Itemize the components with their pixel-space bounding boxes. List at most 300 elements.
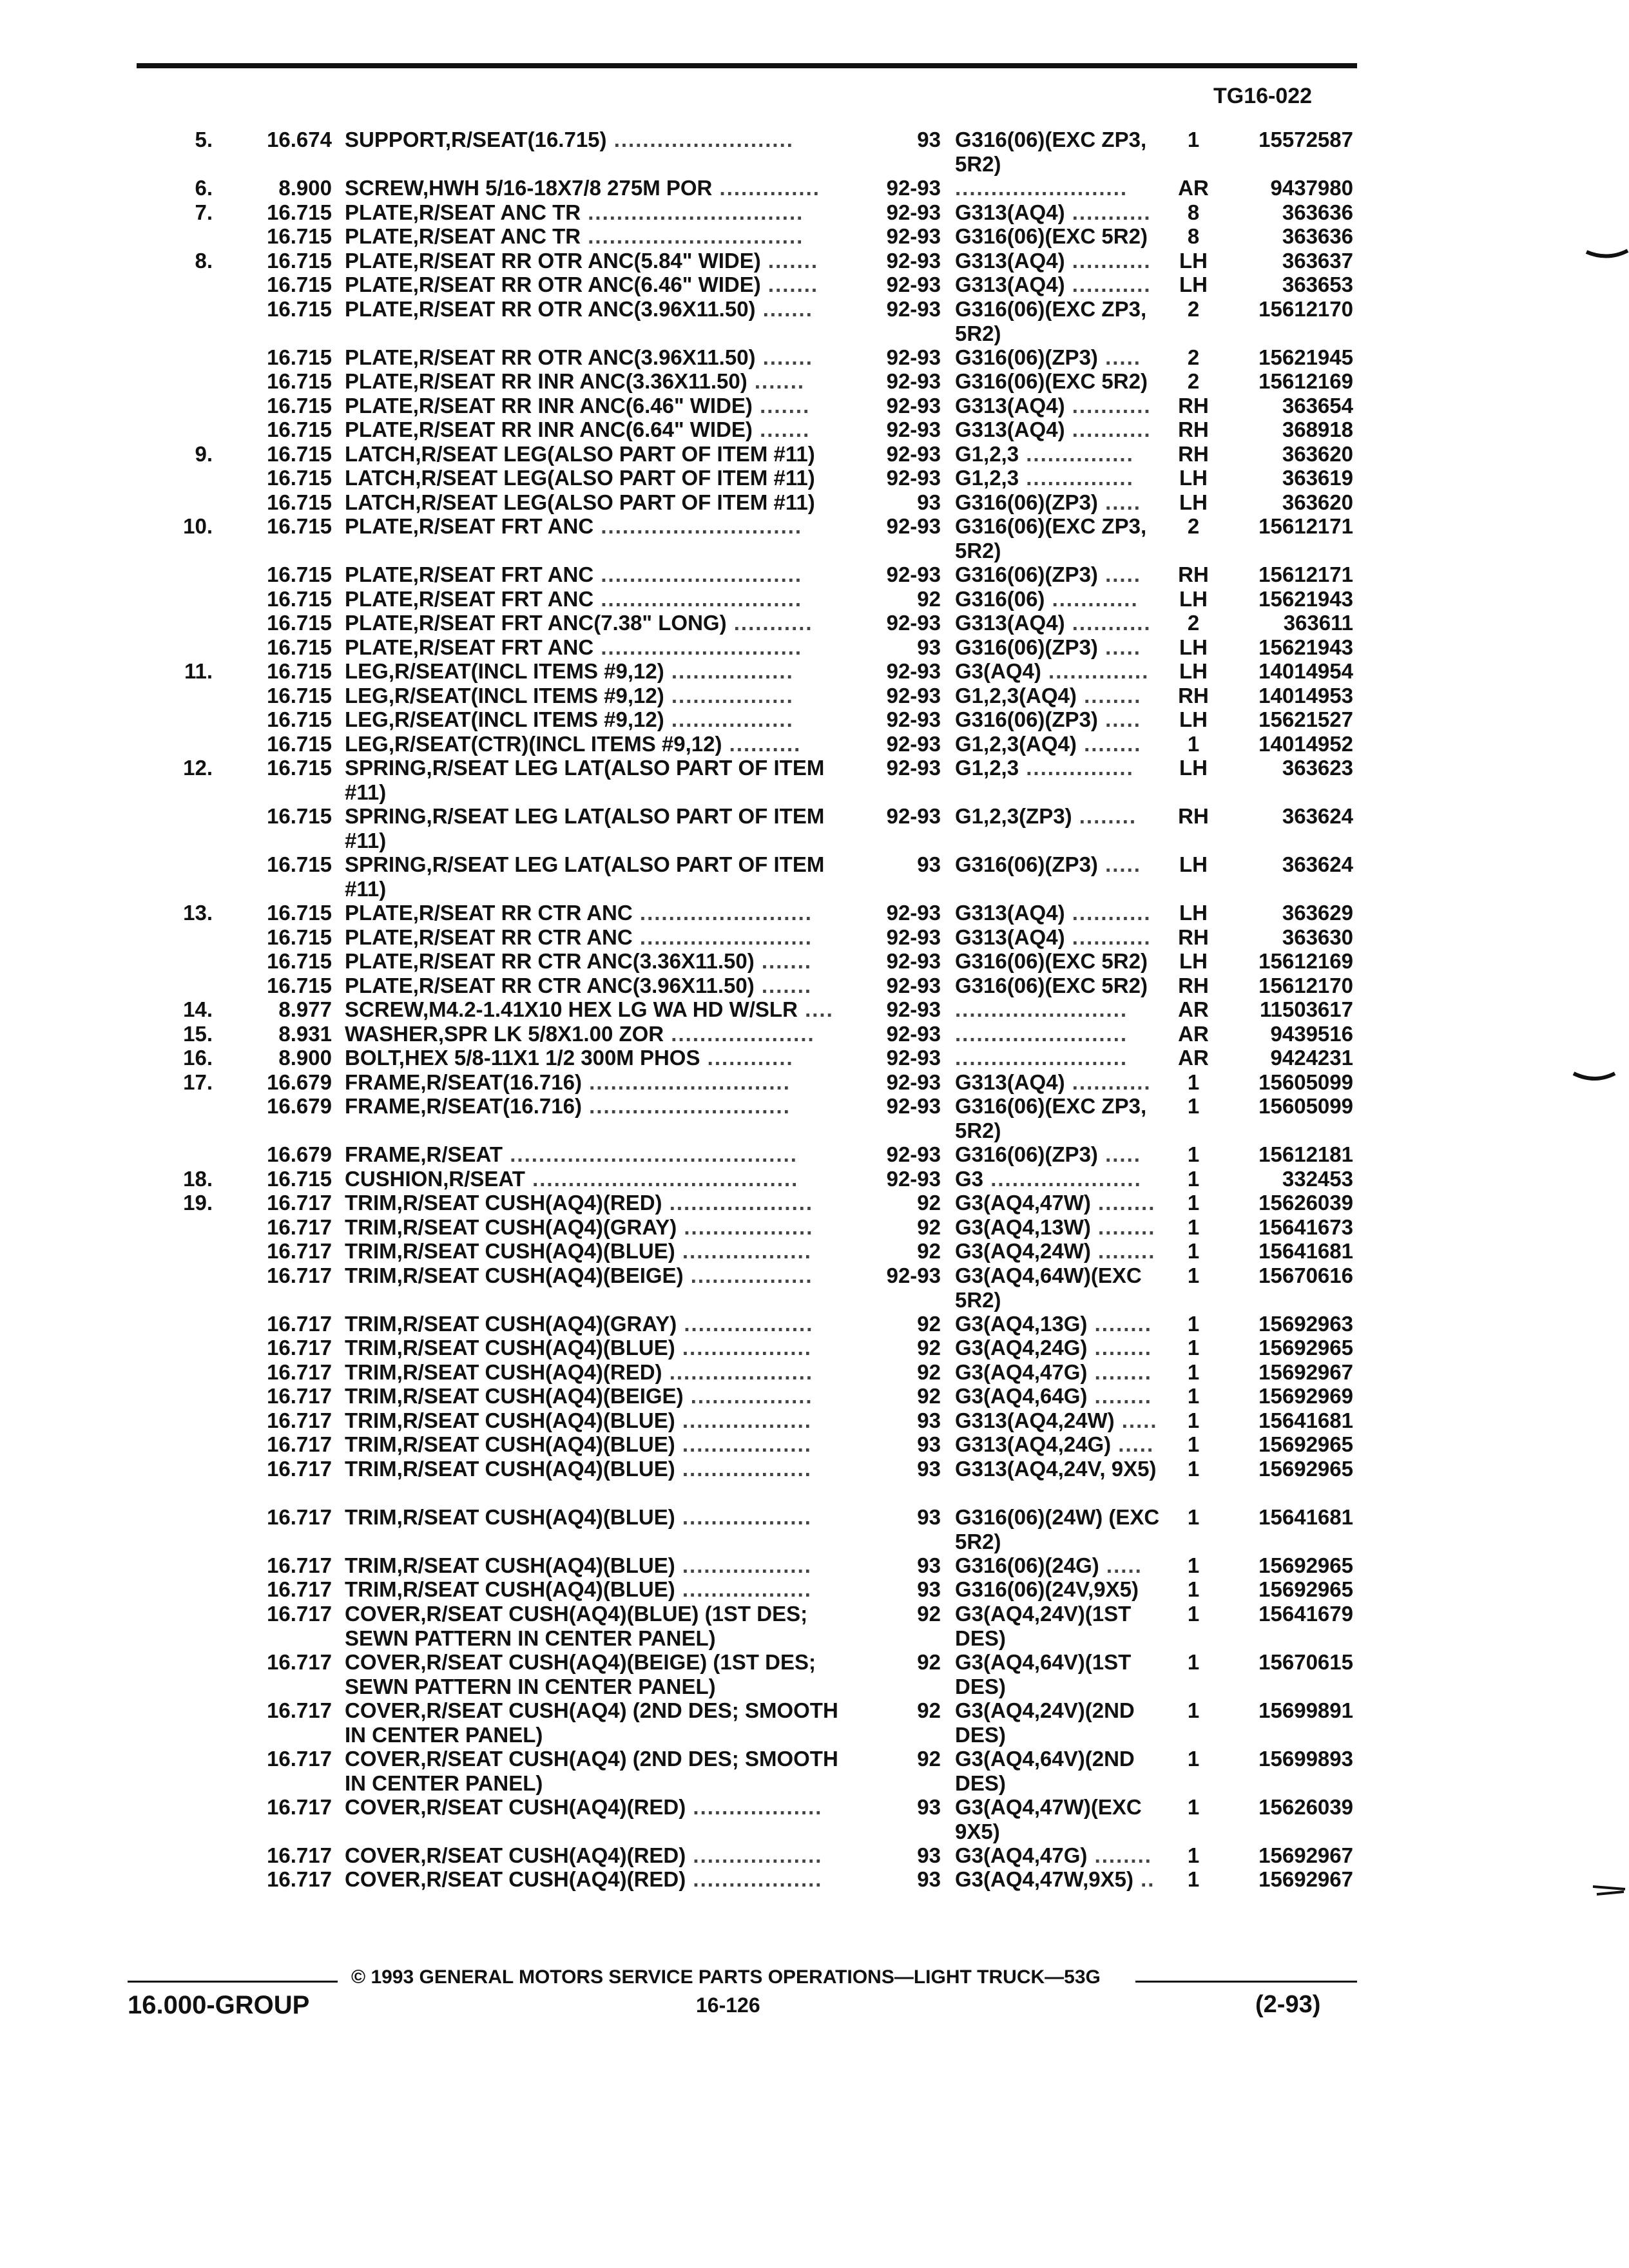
part-name: LEG xyxy=(345,731,389,756)
table-row xyxy=(0,1215,1629,1240)
part-detail: ,R/SEAT CUSH(AQ4)(RED) xyxy=(420,1843,686,1867)
part-description xyxy=(345,249,860,273)
table-row xyxy=(0,273,1629,297)
part-number: 15692967 xyxy=(1258,1867,1353,1891)
part-description xyxy=(345,974,860,998)
dot-leader: .............. xyxy=(712,176,820,200)
model-application xyxy=(955,514,1168,563)
part-number: 11503617 xyxy=(1259,997,1353,1021)
table-row xyxy=(0,418,1629,442)
quantity: 1 xyxy=(1187,1553,1200,1577)
dot-leader: .................. xyxy=(675,1408,812,1432)
dot-leader: ........... xyxy=(1065,393,1152,418)
quantity: LH xyxy=(1179,248,1208,273)
part-name: PLATE xyxy=(345,949,413,973)
dot-leader: ............ xyxy=(1045,586,1139,611)
part-name: TRIM xyxy=(345,1336,397,1360)
part-detail: ,HEX 5/8-11X1 1/2 300M PHOS xyxy=(398,1046,700,1070)
model-application xyxy=(955,1094,1168,1143)
quantity: RH xyxy=(1178,683,1209,707)
part-number: 9424231 xyxy=(1270,1046,1353,1070)
part-number: 15692965 xyxy=(1258,1577,1353,1601)
model-text: G3(AQ4,64V)(2ND DES) xyxy=(955,1746,1135,1795)
quantity: AR xyxy=(1178,1046,1209,1070)
parts-list xyxy=(0,128,1629,1892)
footer-copyright: © 1993 GENERAL MOTORS SERVICE PARTS OPERATIONS—LIGHT TRUCK—53G xyxy=(351,1966,1101,1988)
model-application xyxy=(955,1843,1168,1868)
item-number: 11. xyxy=(184,659,213,683)
group-number: 16.715 xyxy=(267,369,332,393)
part-description xyxy=(345,756,860,805)
model-text: G316(06)(EXC ZP3, 5R2) xyxy=(955,296,1147,345)
dot-leader: .................. xyxy=(675,1456,812,1481)
model-text: G1,2,3 xyxy=(955,466,1019,490)
model-year: 92-93 xyxy=(886,804,941,828)
part-description xyxy=(345,1843,860,1868)
table-row xyxy=(0,1505,1629,1553)
quantity: 2 xyxy=(1187,611,1200,635)
part-description xyxy=(345,1698,860,1747)
item-number: 10. xyxy=(183,514,213,538)
item-number: 16. xyxy=(183,1046,213,1070)
part-name: CUSHION xyxy=(345,1166,443,1191)
quantity: 1 xyxy=(1187,1094,1200,1118)
part-name: PLATE xyxy=(345,369,413,393)
model-year: 92-93 xyxy=(886,200,941,224)
model-text: G316(06)(24V,9X5) xyxy=(955,1577,1139,1601)
dot-leader: ........... xyxy=(1065,611,1152,635)
dot-leader: ..... xyxy=(1097,345,1141,369)
group-number: 16.715 xyxy=(267,248,332,273)
dot-leader: ........ xyxy=(1072,804,1137,828)
part-detail: ,R/SEAT(INCL ITEMS #9,12) xyxy=(388,707,664,731)
dot-leader: .. xyxy=(1133,1867,1155,1891)
part-name: PLATE xyxy=(345,393,413,418)
part-name: PLATE xyxy=(345,200,413,224)
dot-leader: .................... xyxy=(662,1191,814,1215)
part-detail: ,R/SEAT RR CTR ANC xyxy=(412,901,633,925)
part-number: 15612171 xyxy=(1258,514,1353,538)
part-number: 363629 xyxy=(1282,901,1353,925)
model-application xyxy=(955,273,1168,297)
part-name: COVER xyxy=(345,1698,421,1722)
part-number: 15612170 xyxy=(1258,973,1353,997)
quantity: 1 xyxy=(1187,731,1200,756)
part-number: 15692963 xyxy=(1258,1311,1353,1336)
model-text: G316(06)(EXC 5R2) xyxy=(955,949,1148,973)
model-application xyxy=(955,1312,1168,1336)
quantity: 1 xyxy=(1187,1794,1200,1819)
table-row xyxy=(0,1264,1629,1312)
model-text: G313(AQ4) xyxy=(955,418,1065,441)
table-row xyxy=(0,611,1629,635)
table-row xyxy=(0,1577,1629,1602)
model-year: 92-93 xyxy=(886,224,941,248)
model-text: G313(AQ4) xyxy=(955,901,1065,925)
group-number: 16.715 xyxy=(267,514,332,538)
quantity: 1 xyxy=(1187,1263,1200,1287)
part-description xyxy=(345,925,860,950)
group-number: 16.715 xyxy=(267,949,332,973)
quantity: AR xyxy=(1178,1021,1209,1046)
quantity: 1 xyxy=(1187,1649,1200,1674)
quantity: 1 xyxy=(1187,128,1200,151)
part-detail: ,R/SEAT RR OTR ANC(3.96X11.50) xyxy=(412,296,756,321)
part-description xyxy=(345,562,860,587)
dot-leader: ....... xyxy=(754,973,813,997)
quantity: 1 xyxy=(1187,1698,1200,1722)
dot-leader: ........... xyxy=(1065,925,1152,949)
model-year: 93 xyxy=(917,1456,941,1481)
quantity: 1 xyxy=(1187,1432,1200,1456)
model-application xyxy=(955,1167,1168,1191)
table-row xyxy=(0,297,1629,345)
part-name: PLATE xyxy=(345,611,413,635)
group-number: 16.715 xyxy=(267,418,332,441)
dot-leader: .................... xyxy=(664,1021,815,1046)
dot-leader: ............................ xyxy=(581,1070,791,1094)
dot-leader: ........................ xyxy=(955,997,1128,1021)
quantity: 1 xyxy=(1187,1360,1200,1384)
model-text: G316(06)(EXC 5R2) xyxy=(955,224,1148,248)
model-year: 93 xyxy=(917,1504,941,1529)
group-number: 16.679 xyxy=(267,1070,332,1094)
dot-leader: ........................ xyxy=(955,1046,1128,1070)
dot-leader: .................. xyxy=(675,1553,812,1577)
model-text: G3(AQ4) xyxy=(955,659,1041,683)
table-row xyxy=(0,1602,1629,1650)
dot-leader: ........ xyxy=(1076,683,1142,707)
model-year: 93 xyxy=(917,1432,941,1456)
model-year: 92-93 xyxy=(886,296,941,321)
part-name: SUPPORT xyxy=(345,128,445,151)
quantity: LH xyxy=(1179,659,1208,683)
dot-leader: .......... xyxy=(722,731,802,756)
model-application xyxy=(955,249,1168,273)
group-number: 16.715 xyxy=(267,707,332,731)
model-year: 92-93 xyxy=(886,514,941,538)
part-detail: ,R/SEAT CUSH(AQ4)(BLUE) xyxy=(396,1408,675,1432)
model-text: G3(AQ4,64G) xyxy=(955,1384,1088,1408)
quantity: RH xyxy=(1178,441,1209,466)
part-number: 15641673 xyxy=(1258,1215,1353,1239)
dot-leader: ....... xyxy=(755,296,813,321)
part-description xyxy=(345,852,860,901)
group-number: 8.977 xyxy=(278,997,332,1021)
part-description xyxy=(345,1070,860,1095)
group-number: 16.715 xyxy=(267,756,332,780)
part-detail: ,R/SEAT xyxy=(420,1142,503,1166)
model-year: 92 xyxy=(917,1360,941,1384)
dot-leader: ..... xyxy=(1097,562,1141,586)
group-number: 16.715 xyxy=(267,562,332,586)
part-number: 15670616 xyxy=(1258,1263,1353,1287)
model-application xyxy=(955,804,1168,829)
model-text: G313(AQ4) xyxy=(955,248,1065,273)
table-row xyxy=(0,997,1629,1022)
part-detail: ,R/SEAT xyxy=(443,1166,525,1191)
model-text: G3(AQ4,47W,9X5) xyxy=(955,1867,1133,1891)
group-number: 16.717 xyxy=(267,1432,332,1456)
group-number: 16.715 xyxy=(267,683,332,707)
part-number: 15621527 xyxy=(1258,707,1353,731)
part-number: 15699893 xyxy=(1258,1746,1353,1771)
part-description xyxy=(345,1747,860,1796)
part-detail: ,R/SEAT CUSH(AQ4)(BEIGE) (1ST DES; SEWN PATTERN IN CENTER PANEL) xyxy=(345,1649,816,1698)
group-number: 16.717 xyxy=(267,1336,332,1360)
table-row xyxy=(0,200,1629,225)
dot-leader: .................. xyxy=(686,1794,823,1819)
model-application xyxy=(955,587,1168,611)
part-detail: ,R/SEAT CUSH(AQ4) (2ND DES; SMOOTH IN CENTER PANEL) xyxy=(345,1698,838,1747)
quantity: RH xyxy=(1178,418,1209,441)
model-application xyxy=(955,1577,1168,1602)
part-description xyxy=(345,1167,860,1191)
part-number: 15692967 xyxy=(1258,1360,1353,1384)
model-year: 93 xyxy=(917,635,941,659)
model-text: G316(06)(24G) xyxy=(955,1553,1099,1577)
model-year: 92-93 xyxy=(886,1142,941,1166)
item-number: 19. xyxy=(183,1191,213,1215)
dot-leader: ................. xyxy=(664,707,794,731)
part-name: TRIM xyxy=(345,1504,397,1529)
part-name: PLATE xyxy=(345,224,413,248)
dot-leader: ..... xyxy=(1097,490,1141,514)
part-name: TRIM xyxy=(345,1311,397,1336)
part-description xyxy=(345,659,860,684)
dot-leader: ........ xyxy=(1087,1843,1152,1867)
part-name: BOLT xyxy=(345,1046,399,1070)
part-detail: ,R/SEAT RR INR ANC(6.46" WIDE) xyxy=(412,393,753,418)
part-number: 15621945 xyxy=(1258,345,1353,369)
part-number: 14014953 xyxy=(1258,683,1353,707)
dot-leader: ............... xyxy=(1019,756,1134,780)
group-number: 16.717 xyxy=(267,1504,332,1529)
quantity: AR xyxy=(1178,997,1209,1021)
dot-leader: .............................. xyxy=(581,200,804,224)
quantity: LH xyxy=(1179,901,1208,925)
table-row xyxy=(0,1142,1629,1167)
model-application xyxy=(955,466,1168,490)
table-row xyxy=(0,1191,1629,1215)
part-detail: ,R/SEAT(INCL ITEMS #9,12) xyxy=(388,683,664,707)
model-application xyxy=(955,1046,1168,1070)
part-description xyxy=(345,684,860,708)
model-application xyxy=(955,611,1168,635)
part-name: LEG xyxy=(345,707,389,731)
item-number: 17. xyxy=(183,1070,213,1094)
part-number: 15699891 xyxy=(1258,1698,1353,1722)
table-row xyxy=(0,128,1629,176)
model-application xyxy=(955,635,1168,660)
part-number: 15626039 xyxy=(1258,1191,1353,1215)
quantity: RH xyxy=(1178,393,1209,418)
part-number: 363611 xyxy=(1283,611,1353,635)
quantity: RH xyxy=(1178,925,1209,949)
part-name: TRIM xyxy=(345,1577,397,1601)
table-row xyxy=(0,466,1629,490)
part-number: 15621943 xyxy=(1258,586,1353,611)
model-year: 92-93 xyxy=(886,273,941,296)
part-name: TRIM xyxy=(345,1456,397,1481)
part-number: 363620 xyxy=(1282,490,1353,514)
group-number: 16.715 xyxy=(267,731,332,756)
quantity: 1 xyxy=(1187,1456,1200,1481)
table-row xyxy=(0,732,1629,756)
model-year: 92-93 xyxy=(886,683,941,707)
item-number: 14. xyxy=(183,997,213,1021)
group-number: 16.715 xyxy=(267,611,332,635)
table-row xyxy=(0,1747,1629,1795)
model-text: G3 xyxy=(955,1166,984,1191)
table-row xyxy=(0,659,1629,684)
model-text: G313(AQ4) xyxy=(955,393,1065,418)
model-text: G316(06)(EXC 5R2) xyxy=(955,369,1148,393)
model-application xyxy=(955,1432,1168,1457)
model-year: 92-93 xyxy=(886,611,941,635)
part-description xyxy=(345,1432,860,1457)
part-detail: ,R/SEAT LEG LAT(ALSO PART OF ITEM #11) xyxy=(345,756,825,804)
table-row xyxy=(0,1553,1629,1578)
part-detail: ,R/SEAT CUSH(AQ4)(BLUE) (1ST DES; SEWN PATTERN IN CENTER PANEL) xyxy=(345,1601,808,1650)
table-row xyxy=(0,1432,1629,1457)
item-number: 8. xyxy=(195,248,213,273)
part-name: COVER xyxy=(345,1843,421,1867)
part-description xyxy=(345,1505,860,1530)
table-row xyxy=(0,514,1629,562)
part-detail: ,R/SEAT CUSH(AQ4)(BLUE) xyxy=(396,1336,675,1360)
part-detail: ,R/SEAT LEG LAT(ALSO PART OF ITEM #11) xyxy=(345,852,825,901)
table-row xyxy=(0,369,1629,394)
model-year: 92-93 xyxy=(886,1021,941,1046)
dot-leader: ........... xyxy=(1065,248,1152,273)
dot-leader: ............... xyxy=(1019,466,1134,490)
model-application xyxy=(955,1384,1168,1408)
model-year: 92 xyxy=(917,1191,941,1215)
group-number: 16.674 xyxy=(267,128,332,151)
part-number: 363624 xyxy=(1282,852,1353,876)
quantity: LH xyxy=(1179,466,1208,490)
part-description xyxy=(345,297,860,322)
group-number: 16.715 xyxy=(267,635,332,659)
table-row xyxy=(0,1070,1629,1095)
model-application xyxy=(955,176,1168,200)
part-name: LATCH xyxy=(345,441,416,466)
model-year: 92 xyxy=(917,1601,941,1626)
item-number: 12. xyxy=(183,756,213,780)
part-number: 363619 xyxy=(1282,466,1353,490)
footer-page-number: 16-126 xyxy=(696,1994,760,2017)
part-detail: ,R/SEAT RR INR ANC(3.36X11.50) xyxy=(412,369,747,393)
quantity: LH xyxy=(1179,490,1208,514)
model-text: G316(06)(EXC 5R2) xyxy=(955,973,1148,997)
dot-leader: ....... xyxy=(752,418,811,441)
model-text: G316(06)(EXC ZP3, 5R2) xyxy=(955,514,1147,562)
dot-leader: ........... xyxy=(1065,273,1152,296)
part-number: 363624 xyxy=(1282,804,1353,828)
quantity: 1 xyxy=(1187,1408,1200,1432)
model-application xyxy=(955,1747,1168,1796)
part-name: SPRING xyxy=(345,852,427,876)
part-name: PLATE xyxy=(345,514,413,538)
part-description xyxy=(345,466,860,490)
group-number: 16.717 xyxy=(267,1794,332,1819)
part-detail: ,R/SEAT CUSH(AQ4)(GRAY) xyxy=(396,1311,677,1336)
dot-leader: ......................... xyxy=(606,128,794,151)
part-detail: ,R/SEAT FRT ANC xyxy=(412,635,594,659)
part-name: LATCH xyxy=(345,466,416,490)
quantity: 1 xyxy=(1187,1384,1200,1408)
group-number: 16.715 xyxy=(267,1166,332,1191)
part-name: TRIM xyxy=(345,1215,397,1239)
dot-leader: ............................ xyxy=(593,586,803,611)
footer-group-label: 16.000-GROUP xyxy=(128,1991,310,2019)
group-number: 8.931 xyxy=(278,1021,332,1046)
model-application xyxy=(955,1408,1168,1433)
part-number: 15692965 xyxy=(1258,1553,1353,1577)
dot-leader: .................. xyxy=(675,1432,812,1456)
quantity: 1 xyxy=(1187,1843,1200,1867)
model-application xyxy=(955,1191,1168,1215)
model-year: 92-93 xyxy=(886,466,941,490)
model-application xyxy=(955,1795,1168,1844)
model-year: 93 xyxy=(917,1577,941,1601)
model-year: 93 xyxy=(917,1867,941,1891)
model-year: 93 xyxy=(917,490,941,514)
model-year: 92-93 xyxy=(886,345,941,369)
footer-revision-date: (2-93) xyxy=(1255,1991,1321,2018)
model-year: 92-93 xyxy=(886,949,941,973)
model-year: 92 xyxy=(917,1311,941,1336)
model-application xyxy=(955,1336,1168,1360)
part-description xyxy=(345,635,860,660)
table-row xyxy=(0,587,1629,611)
model-year: 92-93 xyxy=(886,248,941,273)
quantity: 1 xyxy=(1187,1504,1200,1529)
dot-leader: ............................ xyxy=(593,635,803,659)
group-number: 16.715 xyxy=(267,973,332,997)
model-text: G313(AQ4,24V, 9X5) xyxy=(955,1456,1157,1481)
dot-leader: ........... xyxy=(1065,418,1152,441)
dot-leader: ........ xyxy=(1076,731,1142,756)
table-row xyxy=(0,1408,1629,1433)
dot-leader: ..................... xyxy=(983,1166,1142,1191)
part-name: PLATE xyxy=(345,586,413,611)
part-detail: ,R/SEAT RR INR ANC(6.64" WIDE) xyxy=(412,418,753,441)
model-text: G3(AQ4,24G) xyxy=(955,1336,1088,1360)
part-description xyxy=(345,514,860,539)
table-row xyxy=(0,1336,1629,1360)
part-name: TRIM xyxy=(345,1432,397,1456)
part-name: TRIM xyxy=(345,1360,397,1384)
group-number: 16.715 xyxy=(267,852,332,876)
part-number: 9437980 xyxy=(1270,176,1353,200)
dot-leader: .................. xyxy=(686,1843,823,1867)
model-year: 92-93 xyxy=(886,1263,941,1287)
part-detail: ,R/SEAT LEG(ALSO PART OF ITEM #11) xyxy=(415,490,815,514)
part-description xyxy=(345,1553,860,1578)
model-text: G3(AQ4,47G) xyxy=(955,1843,1088,1867)
dot-leader: ........... xyxy=(1065,200,1152,224)
model-year: 92 xyxy=(917,1698,941,1722)
item-number: 7. xyxy=(195,200,213,224)
group-number: 16.717 xyxy=(267,1601,332,1626)
table-row xyxy=(0,756,1629,804)
model-text: G1,2,3(AQ4) xyxy=(955,731,1077,756)
model-application xyxy=(955,1602,1168,1651)
model-text: G316(06)(ZP3) xyxy=(955,490,1098,514)
part-name: TRIM xyxy=(345,1191,397,1215)
